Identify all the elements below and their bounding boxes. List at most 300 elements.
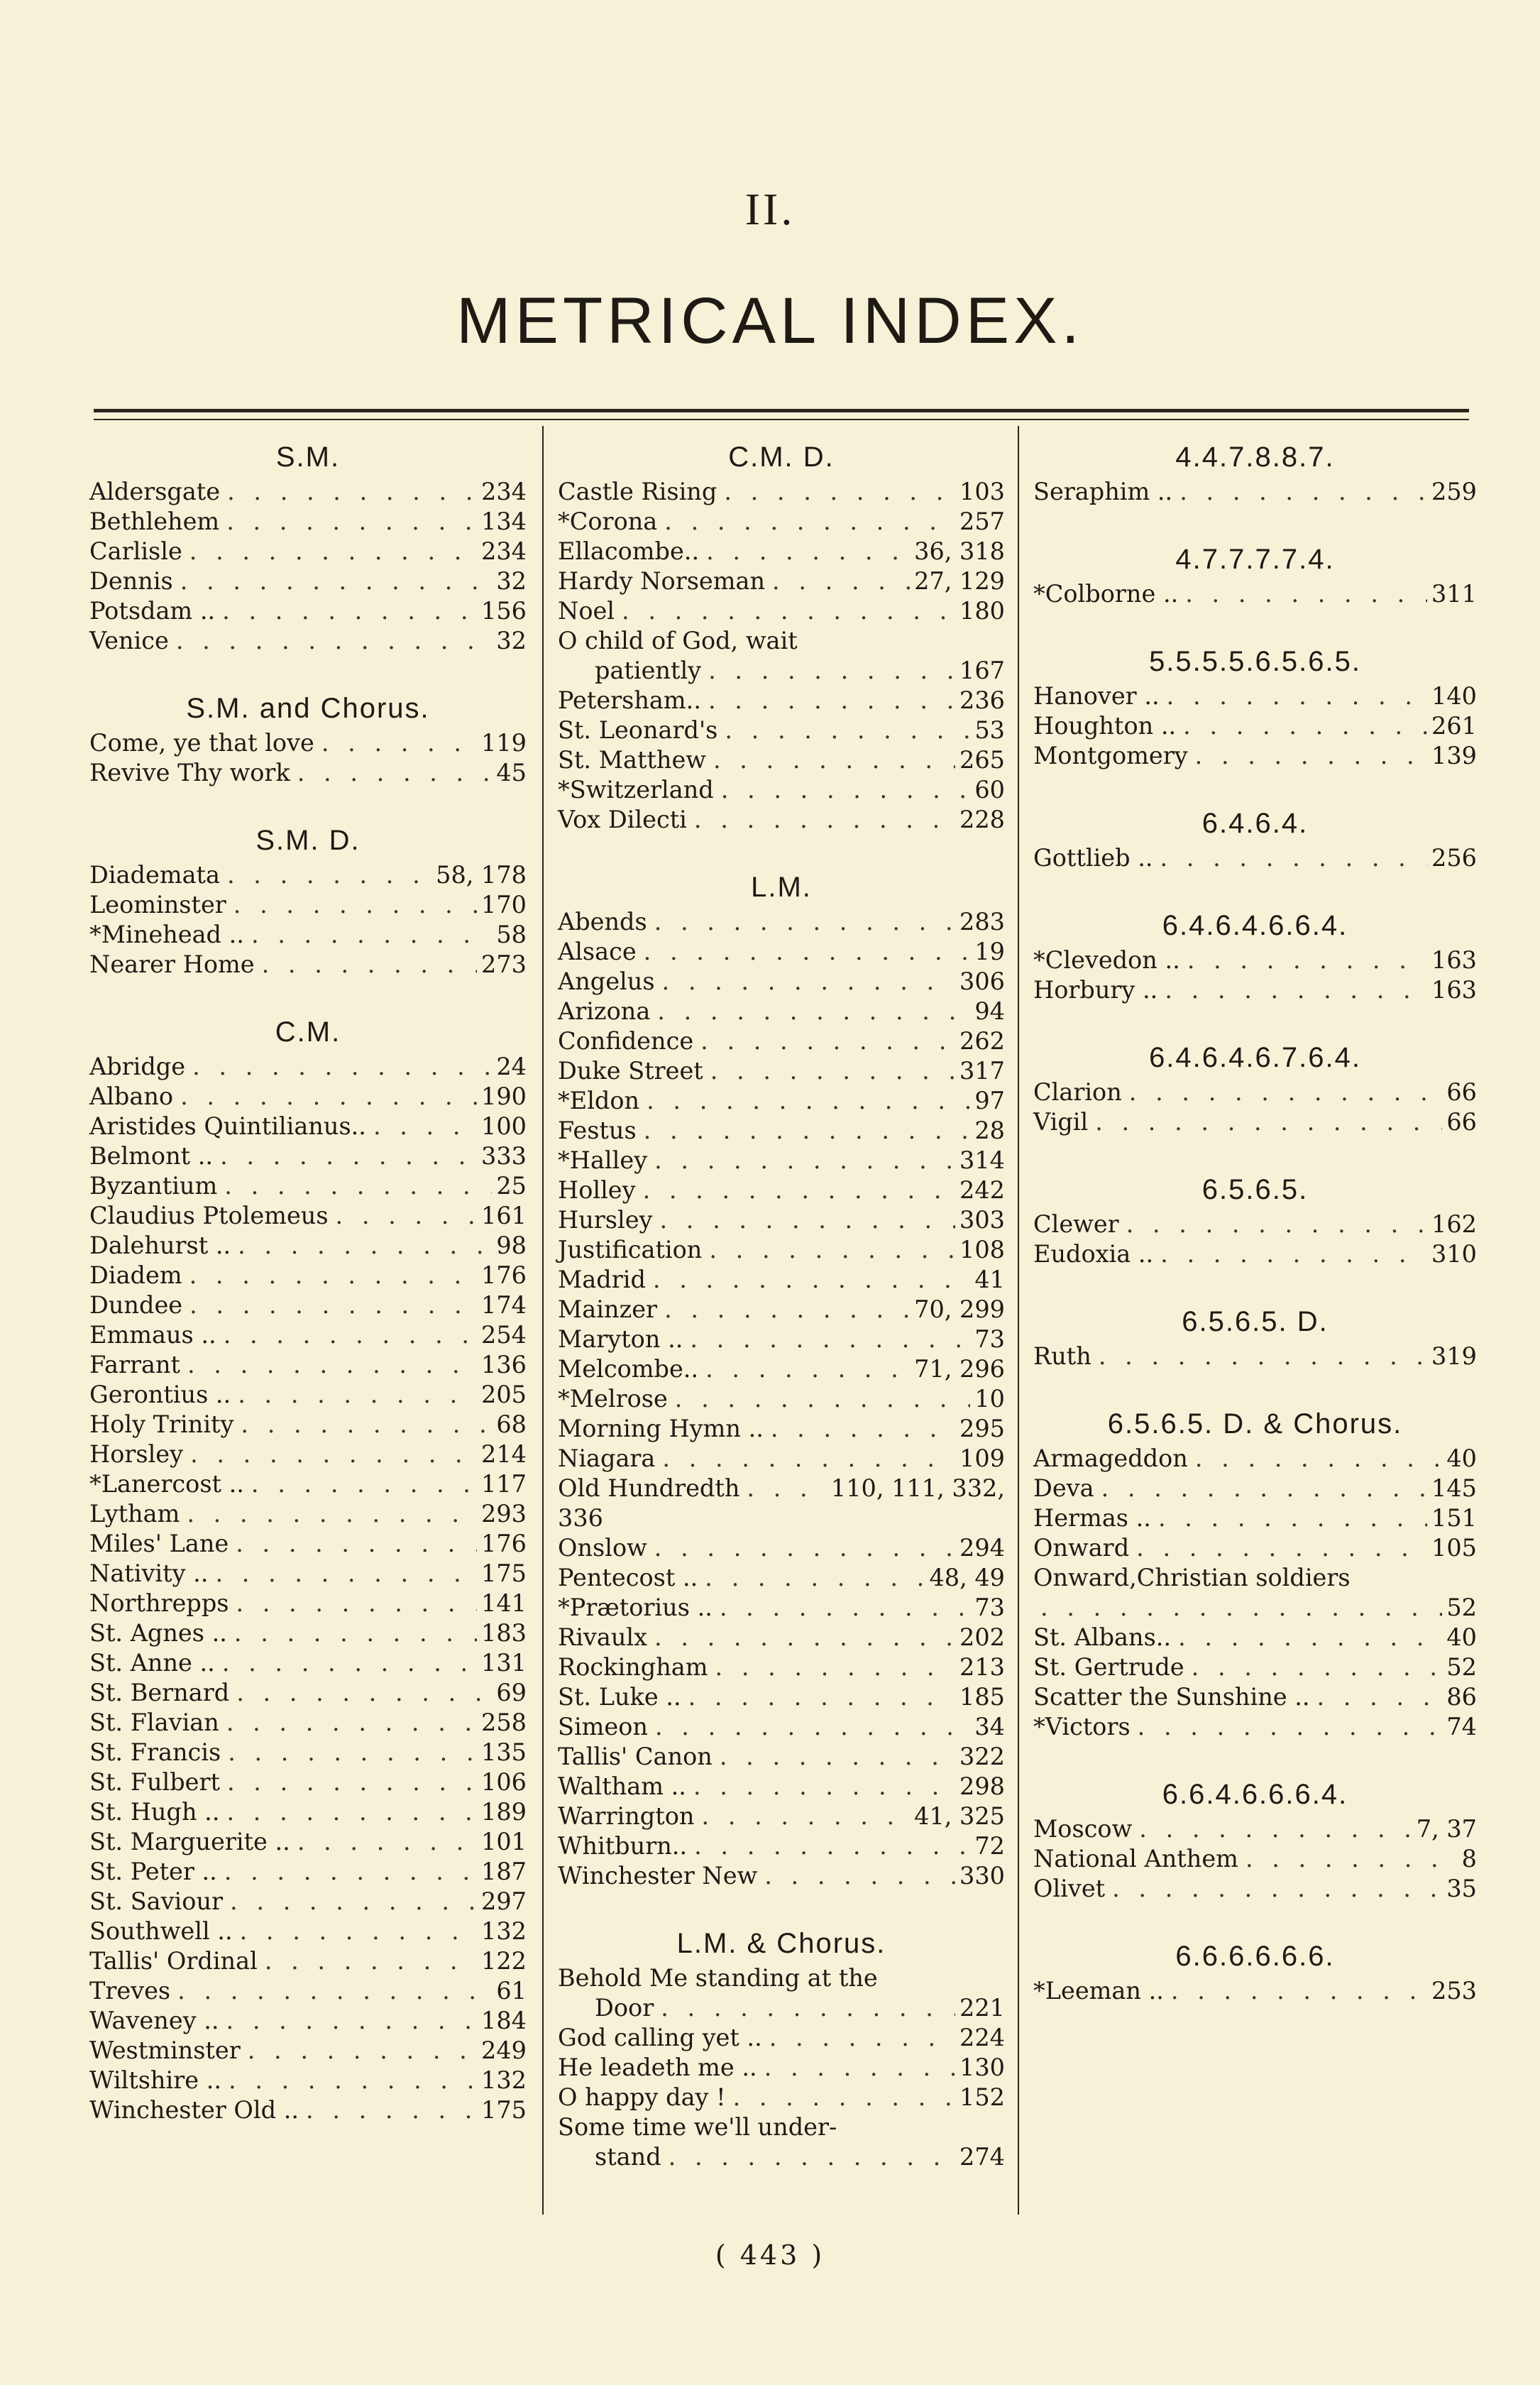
tune-name: St. Agnes .. xyxy=(89,1619,227,1647)
meter-section xyxy=(89,689,527,788)
leader-dots xyxy=(244,920,492,950)
tune-name: St. Fulbert xyxy=(89,1768,220,1796)
leader-dots xyxy=(219,1797,477,1827)
hymn-number: 167 xyxy=(959,657,1005,684)
index-entry xyxy=(89,1231,527,1261)
leader-dots xyxy=(217,1171,492,1201)
leader-dots xyxy=(208,1559,477,1589)
tune-name: St. Peter .. xyxy=(89,1858,217,1885)
leader-dots xyxy=(255,950,477,980)
hymn-number: 176 xyxy=(481,1261,527,1289)
leader-dots xyxy=(185,1052,492,1082)
hymn-number: 58, 178 xyxy=(436,861,527,889)
meter-section xyxy=(1033,539,1477,609)
index-entry xyxy=(1033,1712,1477,1742)
leader-dots xyxy=(637,1116,971,1146)
index-entry xyxy=(1033,1563,1477,1593)
tune-name: Gottlieb .. xyxy=(1033,844,1153,872)
hymn-number: 249 xyxy=(481,2036,527,2064)
index-entry xyxy=(1033,741,1477,771)
leader-dots xyxy=(661,2142,955,2172)
leader-dots xyxy=(650,997,970,1026)
leader-dots xyxy=(655,967,956,997)
hymn-number: 174 xyxy=(481,1291,527,1319)
tune-name: St. Marguerite .. xyxy=(89,1828,290,1855)
index-entry xyxy=(89,920,527,950)
tune-name: Ruth xyxy=(1033,1342,1091,1370)
tune-name: Duke Street xyxy=(558,1057,703,1085)
leader-dots xyxy=(219,507,477,537)
leader-dots xyxy=(1088,1107,1442,1137)
leader-dots xyxy=(220,860,431,890)
leader-dots xyxy=(1160,681,1427,711)
index-entry xyxy=(558,1474,1005,1503)
hymn-number: 66 xyxy=(1446,1108,1477,1136)
hymn-number: 139 xyxy=(1431,742,1477,769)
tune-name: *Halley xyxy=(558,1146,648,1174)
tune-name: Door xyxy=(595,1994,654,2022)
index-entry xyxy=(558,1205,1005,1235)
tune-name: Warrington xyxy=(558,1802,695,1830)
meter-heading: 6.4.6.4.6.7.6.4. xyxy=(1149,1042,1361,1073)
index-entry xyxy=(89,566,527,596)
hymn-number: 52 xyxy=(1446,1594,1477,1621)
leader-dots xyxy=(180,1350,477,1380)
tune-name: Nativity .. xyxy=(89,1559,209,1587)
leader-dots xyxy=(183,1440,477,1469)
index-entry xyxy=(89,1082,527,1112)
header-rule-thick xyxy=(94,409,1469,412)
hymn-number: 180 xyxy=(959,597,1005,625)
meter-heading: 6.4.6.4. xyxy=(1201,808,1309,839)
index-entry xyxy=(558,1772,1005,1802)
index-entry xyxy=(558,1802,1005,1831)
header-rule-thin xyxy=(94,419,1469,420)
leader-dots xyxy=(706,745,955,775)
index-entry xyxy=(89,1261,527,1290)
leader-dots xyxy=(701,686,955,716)
hymn-number: 41, 325 xyxy=(914,1802,1005,1830)
leader-dots xyxy=(173,566,493,596)
index-entry xyxy=(558,1682,1005,1712)
hymn-number: 242 xyxy=(959,1176,1005,1204)
hymn-number: 86 xyxy=(1446,1683,1477,1711)
tune-name: Waltham .. xyxy=(558,1772,686,1800)
index-entry xyxy=(1033,1814,1477,1844)
index-entry xyxy=(89,1618,527,1648)
tune-name: Niagara xyxy=(558,1444,656,1472)
tune-name: Angelus xyxy=(558,967,655,995)
meter-heading: 6.4.6.4.6.6.4. xyxy=(1162,910,1348,941)
hymn-number: 257 xyxy=(959,508,1005,535)
hymn-number: 314 xyxy=(959,1146,1005,1174)
hymn-number: 71, 296 xyxy=(914,1355,1005,1383)
index-entry xyxy=(558,805,1005,835)
hymn-number: 190 xyxy=(481,1082,527,1110)
hymn-number xyxy=(603,1503,607,1533)
tune-name: St. Luke .. xyxy=(558,1683,681,1711)
leader-dots xyxy=(714,775,971,805)
tune-name: Tallis' Canon xyxy=(558,1743,713,1770)
hymn-number: 108 xyxy=(959,1236,1005,1263)
hymn-number: 73 xyxy=(974,1325,1005,1353)
hymn-number: 273 xyxy=(481,950,527,978)
tune-name: Westminster xyxy=(89,2036,241,2064)
hymn-number: 24 xyxy=(496,1053,527,1080)
index-entry xyxy=(89,626,527,656)
leader-dots xyxy=(686,1772,955,1802)
hymn-number: 119 xyxy=(481,729,527,757)
hymn-number: 189 xyxy=(481,1798,527,1826)
leader-dots xyxy=(687,1831,970,1861)
hymn-number: 40 xyxy=(1446,1623,1477,1651)
tune-name: *Prætorius .. xyxy=(558,1594,713,1621)
tune-name: Potsdam .. xyxy=(89,597,216,625)
index-entry xyxy=(89,1767,527,1797)
leader-dots xyxy=(647,1623,955,1652)
hymn-number: 106 xyxy=(481,1768,527,1796)
tune-name: Alsace xyxy=(558,938,637,965)
hymn-number xyxy=(1351,1563,1355,1593)
tune-name: Festus xyxy=(558,1117,637,1144)
tune-name: Whitburn.. xyxy=(558,1832,688,1860)
tune-name: Petersham.. xyxy=(558,686,701,714)
hymn-number: 176 xyxy=(481,1530,527,1557)
hymn-number: 294 xyxy=(959,1534,1005,1562)
tune-name: Aldersgate xyxy=(89,478,221,505)
index-entry xyxy=(558,1963,1005,1993)
tune-name: Pentecost .. xyxy=(558,1564,698,1591)
index-entry xyxy=(89,507,527,537)
index-entry xyxy=(558,1146,1005,1175)
hymn-number: 101 xyxy=(481,1828,527,1855)
tune-name: *Minehead .. xyxy=(89,921,244,948)
index-entry xyxy=(558,1116,1005,1146)
tune-name: Emmaus .. xyxy=(89,1321,216,1349)
hymn-number: 185 xyxy=(959,1683,1005,1711)
tune-name: Rockingham xyxy=(558,1653,708,1681)
leader-dots xyxy=(699,537,910,566)
index-entry xyxy=(558,2112,1005,2142)
hymn-number: 25 xyxy=(496,1172,527,1200)
index-entry xyxy=(558,1593,1005,1623)
meter-heading: 6.6.4.6.6.6.4. xyxy=(1162,1779,1348,1810)
meter-section xyxy=(1033,1170,1477,1269)
hymn-number: 140 xyxy=(1431,682,1477,710)
meter-section xyxy=(1033,437,1477,507)
hymn-number: 306 xyxy=(959,967,1005,995)
hymn-number: 32 xyxy=(496,627,527,654)
index-entry xyxy=(558,596,1005,626)
tune-name: Horbury .. xyxy=(1033,976,1158,1004)
tune-name: Claudius Ptolemeus xyxy=(89,1202,329,1229)
index-entry xyxy=(89,1976,527,2006)
tune-name: Madrid xyxy=(558,1266,646,1293)
index-entry xyxy=(558,907,1005,937)
hymn-number: 134 xyxy=(481,508,527,535)
index-entry xyxy=(1033,1078,1477,1107)
index-entry xyxy=(1033,843,1477,873)
section-numeral: II. xyxy=(744,184,796,234)
leader-dots xyxy=(1164,1976,1427,2006)
tune-name: St. Matthew xyxy=(558,746,706,774)
hymn-number: 156 xyxy=(481,597,527,625)
hymn-number: 41 xyxy=(974,1266,1005,1293)
tune-name: Farrant xyxy=(89,1351,180,1378)
hymn-number: 258 xyxy=(481,1709,527,1736)
index-entry xyxy=(558,1056,1005,1086)
tune-name: St. Saviour xyxy=(89,1887,224,1915)
hymn-number: 132 xyxy=(481,2066,527,2094)
hymn-number: 175 xyxy=(481,1559,527,1587)
hymn-number: 311 xyxy=(1431,580,1477,608)
hymn-number: 109 xyxy=(959,1444,1005,1472)
leader-dots xyxy=(657,507,955,537)
tune-name: Diademata xyxy=(89,861,220,889)
leader-dots xyxy=(1238,1844,1458,1874)
hymn-number: 224 xyxy=(959,2024,1005,2051)
index-entry xyxy=(89,1708,527,1738)
tune-name: Gerontius .. xyxy=(89,1381,231,1408)
tune-name: Holley xyxy=(558,1176,636,1204)
tune-name: Diadem xyxy=(89,1261,182,1289)
leader-dots xyxy=(713,1593,970,1623)
hymn-number: 221 xyxy=(959,1994,1005,2022)
index-entry xyxy=(558,2142,1005,2172)
leader-dots xyxy=(290,758,493,788)
meter-heading: 4.7.7.7.7.4. xyxy=(1175,544,1335,575)
index-entry xyxy=(1033,1844,1477,1874)
tune-name: *Colborne .. xyxy=(1033,580,1179,608)
leader-dots xyxy=(648,1712,970,1742)
column-divider xyxy=(1018,426,1019,2215)
meter-heading: S.M. D. xyxy=(255,825,361,856)
tune-name: Melcombe.. xyxy=(558,1355,699,1383)
hymn-number: 163 xyxy=(1431,976,1477,1004)
index-column-1 xyxy=(89,437,527,2158)
tune-name: St. Flavian xyxy=(89,1709,219,1736)
leader-dots xyxy=(637,937,971,967)
index-entry xyxy=(558,1623,1005,1652)
index-entry xyxy=(89,1589,527,1618)
index-entry xyxy=(558,1414,1005,1444)
hymn-number: 317 xyxy=(959,1057,1005,1085)
tune-name: Winchester Old .. xyxy=(89,2096,299,2124)
leader-dots xyxy=(366,1112,477,1141)
hymn-number: 94 xyxy=(974,997,1005,1025)
index-entry xyxy=(1033,1682,1477,1712)
leader-dots xyxy=(681,1682,955,1712)
index-entry xyxy=(89,1827,527,1857)
hymn-number: 175 xyxy=(481,2096,527,2124)
tune-name: *Leeman .. xyxy=(1033,1977,1164,2005)
tune-name: Carlisle xyxy=(89,537,182,565)
index-entry xyxy=(558,1295,1005,1325)
leader-dots xyxy=(1180,945,1427,975)
leader-dots xyxy=(683,1325,970,1354)
leader-dots xyxy=(219,2006,478,2036)
tune-name: Horsley xyxy=(89,1440,184,1468)
leader-dots xyxy=(217,1857,477,1887)
column-divider xyxy=(542,426,544,2215)
index-entry xyxy=(558,1354,1005,1384)
tune-name: Old Hundredth xyxy=(558,1474,740,1502)
hymn-number: 32 xyxy=(496,567,527,595)
hymn-number: 97 xyxy=(974,1087,1005,1114)
leader-dots xyxy=(639,1086,970,1116)
hymn-number: 68 xyxy=(496,1410,527,1438)
leader-dots xyxy=(764,1414,955,1444)
hymn-number: 36, 318 xyxy=(914,537,1005,565)
tune-name: Onslow xyxy=(558,1534,647,1562)
index-entry xyxy=(558,1652,1005,1682)
leader-dots xyxy=(713,1742,955,1772)
index-entry xyxy=(89,2095,527,2125)
hymn-number: 141 xyxy=(481,1589,527,1617)
leader-dots xyxy=(1172,477,1427,507)
index-entry xyxy=(89,1350,527,1380)
hymn-number: 53 xyxy=(974,716,1005,744)
index-entry xyxy=(89,1887,527,1917)
index-entry xyxy=(1033,1210,1477,1239)
hymn-number: 214 xyxy=(481,1440,527,1468)
leader-dots xyxy=(1153,1239,1427,1269)
tune-name: St. Albans.. xyxy=(1033,1623,1172,1651)
tune-name: Lytham xyxy=(89,1500,180,1528)
hymn-number: 262 xyxy=(959,1027,1005,1055)
leader-dots xyxy=(647,1146,955,1175)
tune-name: Hursley xyxy=(558,1206,653,1234)
leader-dots xyxy=(182,537,477,566)
leader-dots xyxy=(693,1026,955,1056)
index-entry xyxy=(558,1444,1005,1474)
hymn-number: 117 xyxy=(481,1470,527,1498)
hymn-number: 45 xyxy=(496,759,527,786)
tune-name: Hermas .. xyxy=(1033,1504,1151,1532)
tune-name: Hanover .. xyxy=(1033,682,1160,710)
index-entry xyxy=(89,1529,527,1559)
tune-name: Arizona xyxy=(558,997,651,1025)
index-entry xyxy=(1033,1503,1477,1533)
index-entry xyxy=(89,2066,527,2095)
leader-dots xyxy=(182,1261,477,1290)
tune-name: Vigil xyxy=(1033,1108,1089,1136)
index-entry xyxy=(1033,1874,1477,1904)
hymn-number: 283 xyxy=(959,908,1005,936)
tune-name: Clarion xyxy=(1033,1078,1122,1106)
leader-dots xyxy=(329,1201,478,1231)
hymn-number: 48, 49 xyxy=(929,1564,1005,1591)
tune-name: Ellacombe.. xyxy=(558,537,700,565)
leader-dots xyxy=(717,477,955,507)
hymn-number: 295 xyxy=(959,1415,1005,1442)
index-entry xyxy=(1033,711,1477,741)
tune-name: Onward,Christian soldiers xyxy=(1033,1564,1351,1591)
index-entry xyxy=(558,745,1005,775)
hymn-number: 7, 37 xyxy=(1416,1815,1477,1843)
leader-dots xyxy=(1131,1712,1443,1742)
tune-name: *Eldon xyxy=(558,1087,640,1114)
hymn-number: 228 xyxy=(959,806,1005,833)
leader-dots xyxy=(213,1141,477,1171)
index-entry xyxy=(1033,1976,1477,2006)
meter-heading: C.M. D. xyxy=(728,442,835,473)
tune-name: Nearer Home xyxy=(89,950,255,978)
index-entry xyxy=(89,950,527,980)
hymn-number: 28 xyxy=(974,1117,1005,1144)
leader-dots xyxy=(703,1056,955,1086)
leader-dots xyxy=(654,1993,955,2023)
hymn-number: 151 xyxy=(1431,1504,1477,1532)
tune-name: Noel xyxy=(558,597,615,625)
hymn-number: 162 xyxy=(1431,1210,1477,1238)
index-entry xyxy=(89,477,527,507)
leader-dots xyxy=(220,477,477,507)
index-entry xyxy=(89,2036,527,2066)
leader-dots xyxy=(231,1380,477,1410)
leader-dots xyxy=(757,2053,955,2083)
hymn-number: 170 xyxy=(481,891,527,919)
hymn-number: 58 xyxy=(496,921,527,948)
hymn-number: 261 xyxy=(1431,712,1477,740)
page-title: METRICAL INDEX. xyxy=(456,285,1084,357)
tune-name: Venice xyxy=(89,627,169,654)
leader-dots xyxy=(182,1290,477,1320)
leader-dots xyxy=(244,1469,477,1499)
hymn-number: 27, 129 xyxy=(914,567,1005,595)
tune-name: Seraphim .. xyxy=(1033,478,1173,505)
hymn-number: 145 xyxy=(1431,1474,1477,1502)
index-entry xyxy=(1033,579,1477,609)
tune-name: Albano xyxy=(89,1082,174,1110)
index-entry xyxy=(558,997,1005,1026)
leader-dots xyxy=(219,1708,477,1738)
meter-heading: L.M. & Chorus. xyxy=(676,1928,886,1959)
page-number: ( 443 ) xyxy=(715,2239,825,2271)
leader-dots xyxy=(169,626,493,656)
meter-section xyxy=(558,867,1005,1891)
leader-dots xyxy=(241,2036,477,2066)
meter-heading: 5.5.5.5.6.5.6.5. xyxy=(1149,646,1361,677)
tune-name: Aristides Quintilianus.. xyxy=(89,1112,366,1140)
index-entry xyxy=(558,1235,1005,1265)
index-entry xyxy=(89,1171,527,1201)
tune-name: Onward xyxy=(1033,1534,1130,1562)
meter-section xyxy=(1033,1404,1477,1742)
index-entry xyxy=(89,537,527,566)
leader-dots xyxy=(762,2023,955,2053)
leader-dots xyxy=(216,1320,477,1350)
hymn-number: 254 xyxy=(481,1321,527,1349)
leader-dots xyxy=(636,1175,955,1205)
leader-dots xyxy=(765,566,910,596)
hymn-number: 259 xyxy=(1431,478,1477,505)
hymn-number: 213 xyxy=(959,1653,1005,1681)
tune-name: St. Gertrude xyxy=(1033,1653,1184,1681)
tune-name: Dalehurst .. xyxy=(89,1232,231,1259)
hymn-number xyxy=(837,2112,841,2142)
index-entry xyxy=(1033,1239,1477,1269)
hymn-number: 303 xyxy=(959,1206,1005,1234)
hymn-number: 110, 111, 332, xyxy=(830,1474,1005,1502)
tune-name: Morning Hymn .. xyxy=(558,1415,764,1442)
index-entry xyxy=(89,1141,527,1171)
tune-name: Holy Trinity xyxy=(89,1410,234,1438)
tune-name: He leadeth me .. xyxy=(558,2054,757,2081)
index-entry xyxy=(558,2053,1005,2083)
leader-dots xyxy=(1176,711,1427,741)
meter-section xyxy=(558,437,1005,835)
